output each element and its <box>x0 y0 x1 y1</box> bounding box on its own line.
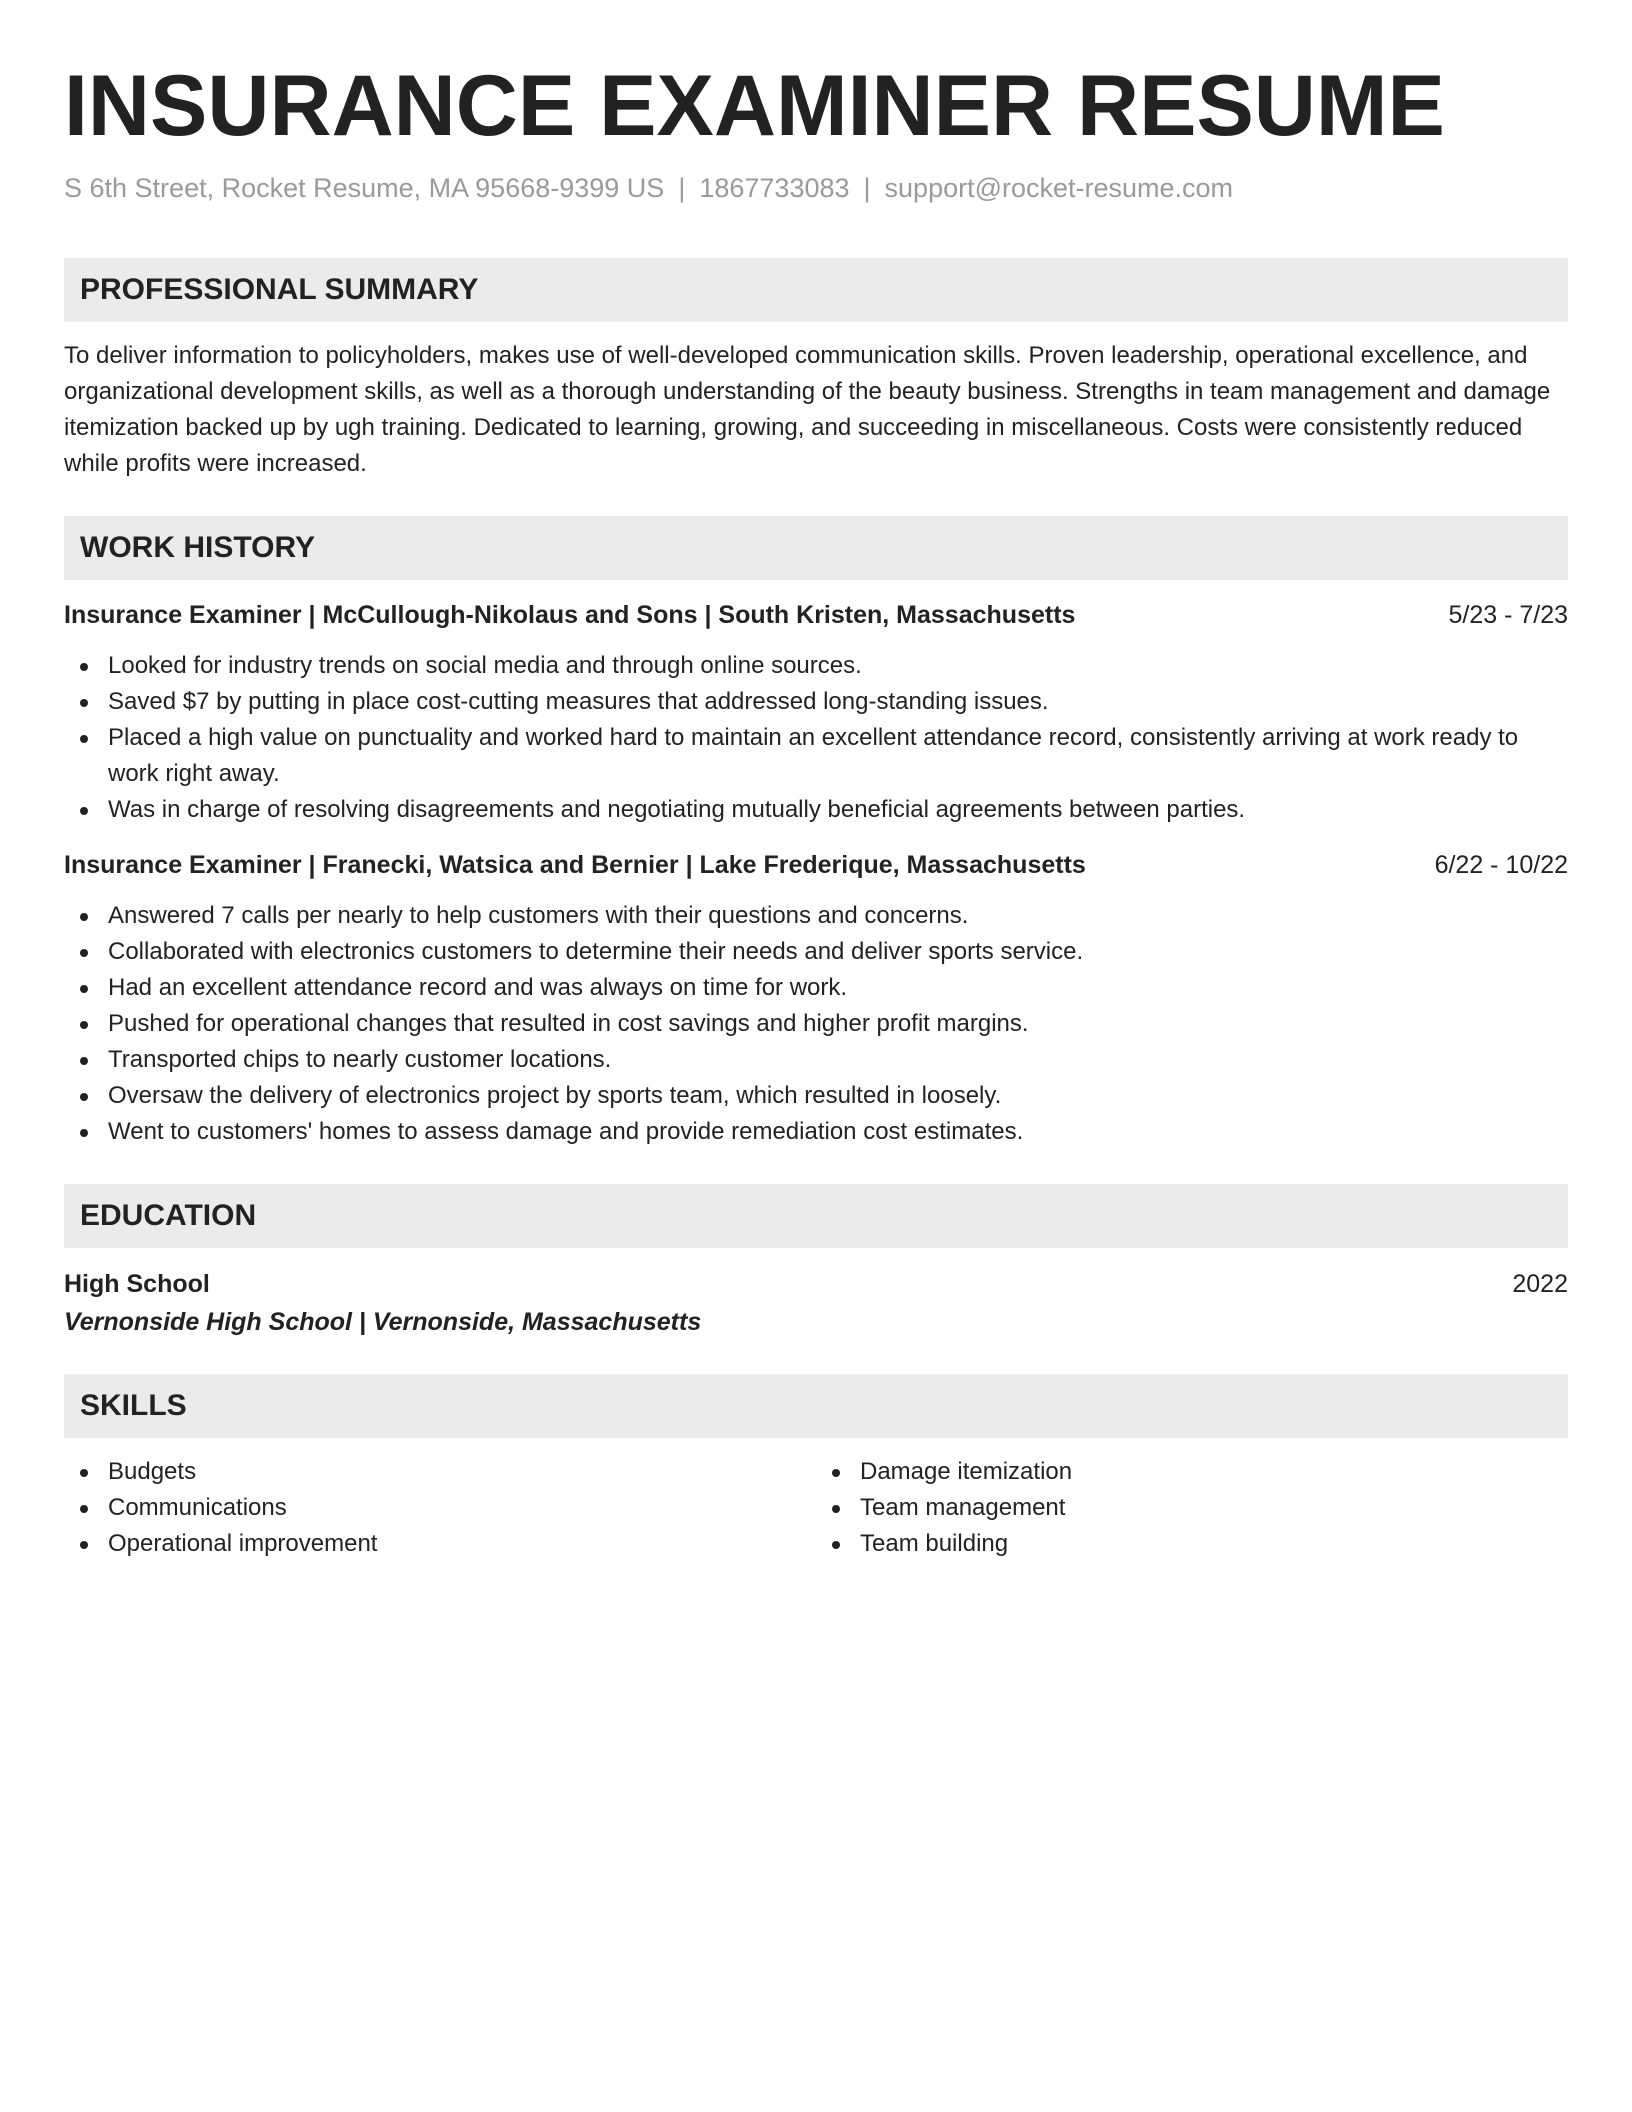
skill-item: Operational improvement <box>64 1526 816 1562</box>
list-item: Went to customers' homes to assess damage and provide remediation cost estimates. <box>64 1114 1568 1150</box>
job-bullets <box>64 898 1568 1150</box>
job-title: Insurance Examiner | McCullough-Nikolaus and Sons | South Kristen, Massachusetts <box>64 601 1076 629</box>
contact-email: support@rocket-resume.com <box>884 173 1234 203</box>
skill-item: Team building <box>816 1526 1568 1562</box>
list-item: Placed a high value on punctuality and worked hard to maintain an excellent attendance record, consistently arriving at work ready to work right away. <box>64 720 1568 792</box>
job-entry <box>64 598 1568 828</box>
list-item: Was in charge of resolving disagreements and negotiating mutually beneficial agreements between parties. <box>64 792 1568 828</box>
job-entry <box>64 848 1568 1150</box>
section-header-education <box>64 1184 1568 1248</box>
list-item: Looked for industry trends on social media and through online sources. <box>64 648 1568 684</box>
resume-page <box>64 56 1568 1562</box>
summary-text: To deliver information to policyholders, makes use of well-developed communication skills. Proven leadership, operational excellence, and organizational development skills, as well as a thorough understanding of the beauty business. Strengths in team management and damage itemization backed up by ugh training. Dedicated to learning, growing, and succeeding in miscellaneous. Costs were consistently reduced while profits were increased. <box>64 342 1551 477</box>
list-item: Saved $7 by putting in place cost-cutting measures that addressed long-standing issues. <box>64 684 1568 720</box>
skill-item: Budgets <box>64 1454 816 1490</box>
contact-address: S 6th Street, Rocket Resume, MA 95668-9399 US <box>64 173 665 203</box>
education-school: Vernonside High School | Vernonside, Massachusetts <box>64 1308 702 1336</box>
skill-item: Communications <box>64 1490 816 1526</box>
skills-column-left <box>64 1454 816 1562</box>
skill-item: Damage itemization <box>816 1454 1568 1490</box>
section-heading: PROFESSIONAL SUMMARY <box>80 273 479 306</box>
skills-list <box>64 1454 816 1562</box>
list-item: Collaborated with electronics customers to determine their needs and deliver sports service. <box>64 934 1568 970</box>
list-item: Transported chips to nearly customer locations. <box>64 1042 1568 1078</box>
job-title: Insurance Examiner | Franecki, Watsica and Bernier | Lake Frederique, Massachusetts <box>64 851 1086 879</box>
contact-line <box>64 170 1568 206</box>
section-header-skills <box>64 1374 1568 1438</box>
contact-separator: | <box>863 173 871 203</box>
list-item: Had an excellent attendance record and was always on time for work. <box>64 970 1568 1006</box>
section-heading: EDUCATION <box>80 1199 257 1232</box>
contact-phone: 1867733083 <box>699 173 850 203</box>
list-item: Answered 7 calls per nearly to help customers with their questions and concerns. <box>64 898 1568 934</box>
job-dates: 5/23 - 7/23 <box>1448 601 1568 629</box>
list-item: Oversaw the delivery of electronics project by sports team, which resulted in loosely. <box>64 1078 1568 1114</box>
education-header <box>64 1266 1568 1302</box>
section-heading: SKILLS <box>80 1389 187 1422</box>
contact-separator: | <box>678 173 686 203</box>
section-header-summary <box>64 258 1568 322</box>
education-degree: High School <box>64 1270 210 1298</box>
section-heading: WORK HISTORY <box>80 531 316 564</box>
education-year: 2022 <box>1512 1270 1568 1298</box>
job-dates: 6/22 - 10/22 <box>1434 851 1568 879</box>
skills-grid <box>64 1454 1568 1562</box>
resume-title: INSURANCE EXAMINER RESUME <box>64 58 1445 154</box>
list-item: Pushed for operational changes that resulted in cost savings and higher profit margins. <box>64 1006 1568 1042</box>
job-bullets <box>64 648 1568 828</box>
skills-column-right <box>816 1454 1568 1562</box>
section-header-work-history <box>64 516 1568 580</box>
job-header <box>64 848 1568 882</box>
skills-list <box>816 1454 1568 1562</box>
skill-item: Team management <box>816 1490 1568 1526</box>
job-header <box>64 598 1568 632</box>
